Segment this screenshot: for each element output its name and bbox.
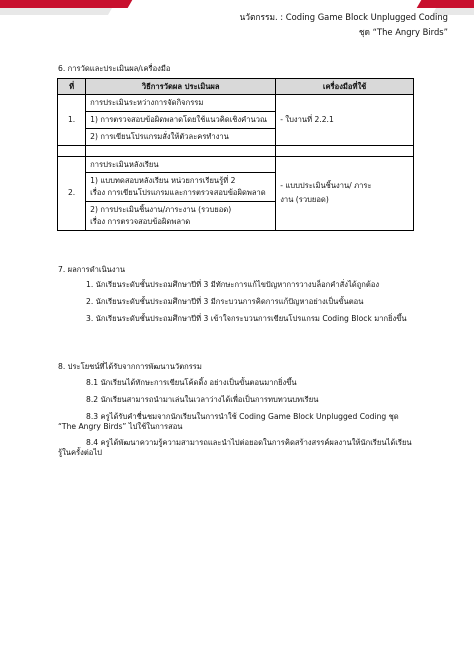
section8-title: 8. ประโยชน์ที่ได้รับจากการพัฒนานวัตกรรม	[58, 362, 202, 371]
method-line: 2) การเขียนโปรแกรมสั่งให้ตัวละครทำงาน	[90, 131, 229, 141]
list-item: 1. นักเรียนระดับชั้นประถมศึกษาปีที่ 3 มีทักษะการแก้ไขปัญหาการวางบล็อกคำสั่งได้ถูกต้อง	[86, 280, 380, 289]
method-line: 1) แบบทดสอบหลังเรียน หน่วยการเรียนรู้ที่ 2	[90, 176, 236, 186]
method-line: การประเมินหลังเรียน	[86, 157, 275, 174]
tool-line: - ใบงานที่ 2.2.1	[280, 114, 334, 124]
list-item: 3. นักเรียนระดับชั้นประถมศึกษาปีที่ 3 เข้าใจกระบวนการเขียนโปรแกรม Coding Block มากยิ่งขึ้น	[86, 313, 407, 323]
list-item: 2. นักเรียนระดับชั้นประถมศึกษาปีที่ 3 มีกระบวนการคิดการแก้ปัญหาอย่างเป็นขั้นตอน	[86, 296, 364, 306]
header-method: วิธีการวัดผล ประเมินผล	[86, 79, 276, 95]
table-row	[58, 156, 414, 230]
header-no: ที่	[58, 79, 86, 95]
page-header	[240, 12, 448, 42]
tool-line: งาน (รวบยอด)	[280, 195, 329, 205]
results-list	[58, 280, 414, 331]
tool-line: - แบบประเมินชิ้นงาน/ ภาระ	[280, 181, 372, 191]
evaluation-table	[57, 78, 414, 231]
method-line: การประเมินระหว่างการจัดกิจกรรม	[86, 95, 275, 112]
method-line: เรื่อง การตรวจสอบข้อผิดพลาด	[90, 217, 191, 227]
method-cell	[86, 95, 276, 146]
row-number: 1.	[58, 95, 86, 146]
list-item: 8.4 ครูได้พัฒนาความรู้ความสามารถและนำไปต่อยอดในการคิดสร้างสรรค์ผลงานให้นักเรียนได้เรียนรู้ในครั้งต่อไป	[58, 438, 412, 458]
header-innovation-title: นวัตกรรม. : Coding Game Block Unplugged Coding	[239, 12, 448, 22]
list-item: 8.3 ครูได้รับคำชื่นชมจากนักเรียนในการนำใช้ Coding Game Block Unplugged Coding ชุด “The Angry Birds” ไปใช้ในการสอน	[58, 411, 399, 431]
table-spacer-row	[58, 145, 414, 156]
method-line: 1) การตรวจสอบข้อผิดพลาดโดยใช้แนวคิดเชิงคำนวณ	[86, 112, 275, 129]
method-cell	[86, 156, 276, 230]
method-line: เรื่อง การเขียนโปรแกรมและการตรวจสอบข้อผิดพลาด	[86, 187, 275, 202]
header-series-title: ชุด “The Angry Birds”	[358, 26, 448, 37]
tool-cell	[276, 156, 414, 230]
table-row	[58, 95, 414, 146]
list-item: 8.1 นักเรียนได้ทักษะการเขียนโค้ดดิ้ง อย่างเป็นขั้นตอนมากยิ่งขึ้น	[86, 378, 297, 387]
section7-title: 7. ผลการดำเนินงาน	[58, 265, 126, 274]
section6-title: 6. การวัดและประเมินผล/เครื่องมือ	[58, 64, 171, 73]
decorative-stripe-left	[0, 0, 150, 16]
benefits-list	[58, 378, 414, 465]
list-item: 8.2 นักเรียนสามารถนำมาเล่นในเวลาว่างได้เพื่อเป็นการทบทวนบทเรียน	[86, 394, 319, 404]
row-number: 2.	[58, 156, 86, 230]
tool-cell	[276, 95, 414, 146]
header-tool: เครื่องมือที่ใช้	[276, 79, 414, 95]
table-header-row	[58, 79, 414, 95]
method-line: 2) การประเมินชิ้นงาน/ภาระงาน (รวบยอด)	[90, 205, 232, 215]
